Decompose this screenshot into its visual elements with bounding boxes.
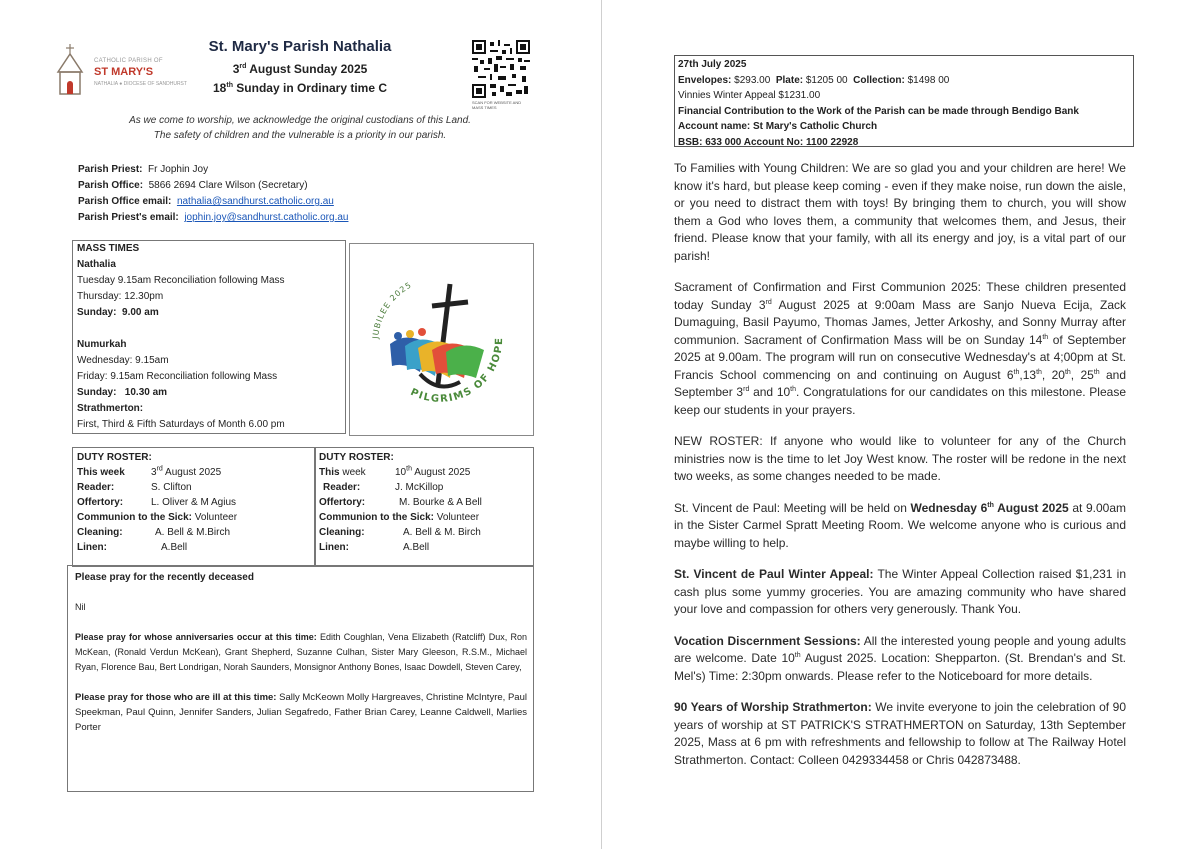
roster2-cleaning-row: Cleaning: A. Bell & M. Birch bbox=[319, 527, 481, 538]
roster1-date-row: This week 3rd August 2025 bbox=[77, 465, 222, 478]
nathalia-tuesday: Tuesday 9.15am Reconciliation following Mass bbox=[77, 275, 285, 286]
bulletin-date: 3rd August Sunday 2025 bbox=[232, 62, 368, 76]
notice-confirmation: Sacrament of Confirmation and First Communion 2025: These children presented today Sunday 3rd August 2025 at 9:00am Mass are Sanjo Nueva Ecija, Zack Dumaguing, Basil Payumo, Thomas James, Jetter Arkoshy, and Sonny Murray after communion. Sacrament of Confirmation Mass will be on Sunday 14th of September 2025 at 9.00am. The program will run on consecutive Wednesday's at 4;00pm at St. Francis School commencing on and continuing on August 6th,13th, 20th, 25th and September 3rd and 10th. Congratulations for our candidates on this milestone. Please keep our students in your prayers. bbox=[674, 280, 1127, 417]
roster1-communion-row: Communion to the Sick: Volunteer bbox=[77, 512, 238, 523]
notice-90-years: 90 Years of Worship Strathmerton: We invite everyone to join the celebration of 90 years of worship at ST PATRICK'S STRATHMERTON on Saturday, 13th September 2025, Mass at 6 pm with refreshments and fellowship to follow at The Railway Hotel Strathmerton. Contact: Colleen 0429334458 or Chris 042873488. bbox=[674, 700, 1126, 767]
bulletin-title: St. Mary's Parish Nathalia bbox=[208, 38, 392, 55]
church-logo-icon bbox=[56, 42, 84, 96]
numurkah-wednesday: Wednesday: 9.15am bbox=[77, 355, 169, 366]
duty-roster-this-week bbox=[72, 447, 316, 567]
roster1-linen-row: Linen: A.Bell bbox=[77, 542, 188, 553]
duty-roster-next-week bbox=[314, 447, 534, 567]
roster2-date-row: This week 10th August 2025 bbox=[319, 465, 471, 478]
prayer-list bbox=[75, 570, 527, 735]
logo-name: ST MARY'S bbox=[94, 66, 154, 78]
page-fold-divider bbox=[601, 0, 602, 849]
pilgrims-figures-icon bbox=[390, 328, 484, 378]
parish-notices bbox=[674, 160, 1126, 783]
jubilee-logo-box bbox=[349, 243, 534, 436]
jubilee-arc-bottom: PILGRIMS OF HOPE bbox=[408, 336, 506, 405]
nathalia-heading: Nathalia bbox=[77, 259, 116, 270]
vinnies-appeal: Vinnies Winter Appeal $1231.00 bbox=[678, 90, 821, 101]
svg-text:JUBILEE 2025 bbox=[371, 280, 413, 340]
office-email-row: Parish Office email: nathalia@sandhurst.catholic.org.au bbox=[78, 196, 334, 207]
roster2-communion-row: Communion to the Sick: Volunteer bbox=[319, 512, 480, 523]
finance-totals: Envelopes: $293.00 Plate: $1205 00 Collection: $1498 00 bbox=[678, 74, 950, 86]
anniversaries: Please pray for whose anniversaries occur at this time: Edith Coughlan, Vena Elizabeth (Ratcliff) Dux, Ron McKean, (Ronald Verdun McKean), Grant Shepherd, Suzanne Culhan, Sister Mary Gleeson, R.S.M., Michael Ryan, Florence Bau, Bert Londrigan, Norah Saunders, Monsignor Anthony Bones, Isaac Dowdell, Steven Carey, bbox=[75, 632, 527, 672]
nathalia-sunday: Sunday: 9.00 am bbox=[77, 307, 159, 318]
notice-families: To Families with Young Children: We are so glad you and your children are here! We know it's hard, but please keep coming - even if they make noise, run down the aisle, or you need to distract them with toys! By bringing them to church, you will show them a God who loves them, a community that welcomes them, and Jesus, their friend. Please know that your family, with all its energy and joy, is a vital part of our parish! bbox=[674, 161, 1126, 263]
notice-vocation: Vocation Discernment Sessions: All the interested young people and young adults are welcome. Date 10th August 2025. Location: Shepparton. (St. Brendan's and St. Mel's) Time: 2:30pm onwards. Please refer to the Noticeboard for more details. bbox=[674, 633, 1126, 683]
roster2-offertory-row: Offertory: M. Bourke & A Bell bbox=[319, 497, 482, 508]
acknowledgement bbox=[90, 113, 510, 143]
mass-times-heading: MASS TIMES bbox=[77, 243, 140, 254]
roster1-offertory-row: Offertory: L. Oliver & M Agius bbox=[77, 497, 237, 508]
mass-times bbox=[77, 241, 343, 433]
priest-row: Parish Priest: Fr Jophin Joy bbox=[78, 164, 209, 175]
office-row: Parish Office: 5866 2694 Clare Wilson (Secretary) bbox=[78, 180, 308, 191]
notice-winter-appeal: St. Vincent de Paul Winter Appeal: The Winter Appeal Collection raised $1,231 in cash plus some yummy groceries. You are amazing community who have shared your love and compassion for others very generously. Thank You. bbox=[674, 567, 1126, 616]
account-number: BSB: 633 000 Account No: 1100 22928 bbox=[678, 136, 859, 148]
notice-svdp-meeting: St. Vincent de Paul: Meeting will be held on Wednesday 6th August 2025 at 9.00am in the Sister Carmel Spratt Meeting Room. We welcome anyone who is curious and maybe willing to help. bbox=[674, 500, 1126, 550]
roster1-heading: DUTY ROSTER: bbox=[77, 452, 152, 463]
roster1-reader-row: Reader: S. Clifton bbox=[77, 482, 192, 493]
strathmerton-heading: Strathmerton: bbox=[77, 403, 144, 414]
roster1-cleaning-row: Cleaning: A. Bell & M.Birch bbox=[77, 527, 231, 538]
qr-code-icon bbox=[472, 40, 530, 98]
finance-date: 27th July 2025 bbox=[678, 59, 747, 70]
strathmerton-saturday: First, Third & Fifth Saturdays of Month 6.00 pm bbox=[77, 419, 285, 430]
account-name: Account name: St Mary's Catholic Church bbox=[678, 121, 878, 132]
deceased-list: Nil bbox=[75, 602, 86, 612]
logo-subtext: NATHALIA ● DIOCESE OF SANDHURST bbox=[94, 81, 187, 87]
parish-contacts bbox=[78, 162, 348, 226]
bank-info: Financial Contribution to the Work of the Parish can be made through Bendigo Bank bbox=[678, 105, 1079, 117]
numurkah-friday: Friday: 9.15am Reconciliation following Mass bbox=[77, 371, 278, 382]
jubilee-arc-top: JUBILEE 2025 bbox=[371, 280, 414, 340]
jubilee-logo bbox=[350, 244, 533, 435]
acknowledgement-country: As we come to worship, we acknowledge the original custodians of this Land. bbox=[129, 115, 471, 126]
roster2-linen-row: Linen: A.Bell bbox=[319, 542, 430, 553]
numurkah-heading: Numurkah bbox=[77, 339, 127, 350]
roster2-heading: DUTY ROSTER: bbox=[319, 452, 394, 463]
liturgical-week: 18th Sunday in Ordinary time C bbox=[213, 81, 387, 95]
deceased-heading: Please pray for the recently deceased bbox=[75, 572, 254, 583]
logo-top-text: CATHOLIC PARISH OF bbox=[94, 58, 163, 64]
finance-details bbox=[678, 57, 1130, 150]
notice-new-roster: NEW ROSTER: If anyone who would like to volunteer for any of the Church ministries now is the time to let Joy West know. The roster will be redone in the next two weeks, as some changes needed to be made. bbox=[674, 434, 1126, 483]
safety-statement: The safety of children and the vulnerable is a priority in our parish. bbox=[153, 130, 447, 141]
qr-caption: SCAN FOR WEBSITE AND MASS TIMES bbox=[472, 100, 522, 110]
numurkah-sunday: Sunday: 10.30 am bbox=[77, 387, 168, 398]
ill-list: Please pray for those who are ill at this time: Sally McKeown Molly Hargreaves, Christine McIntyre, Paul Speekman, Paul Quinn, Jennifer Sanders, Julian Segafredo, Father Brian Carey, Leanne Caldwell, Marlies Porter bbox=[75, 692, 527, 733]
roster2-reader-row: Reader: J. McKillop bbox=[323, 482, 444, 493]
nathalia-thursday: Thursday: 12.30pm bbox=[77, 291, 164, 302]
priest-email-link[interactable]: jophin.joy@sandhurst.catholic.org.au bbox=[184, 212, 349, 223]
office-email-link[interactable]: nathalia@sandhurst.catholic.org.au bbox=[176, 196, 334, 207]
priest-email-row: Parish Priest's email: jophin.joy@sandhurst.catholic.org.au bbox=[78, 212, 349, 223]
